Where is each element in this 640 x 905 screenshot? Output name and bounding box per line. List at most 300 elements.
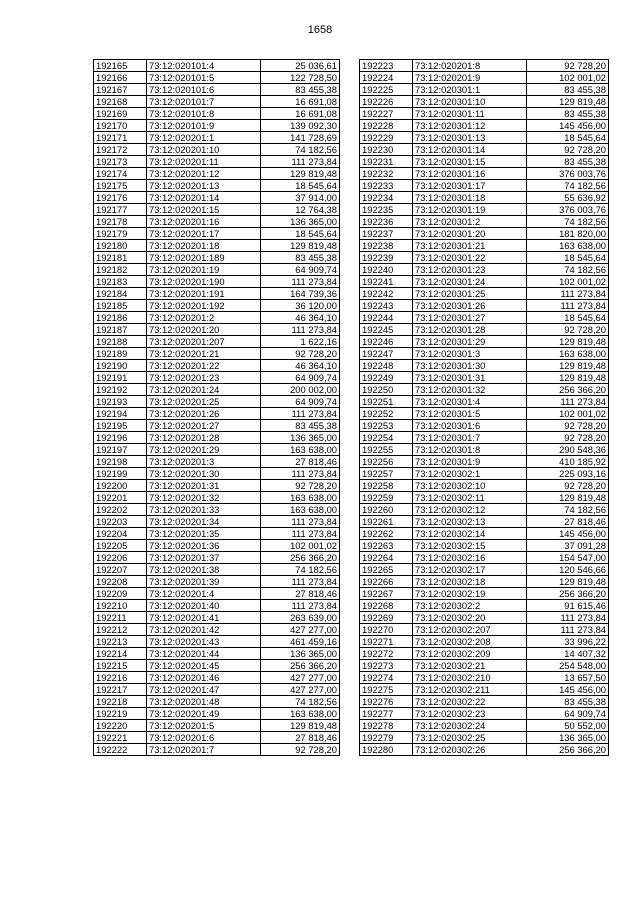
table-row — [360, 528, 609, 540]
value-cell: 256 366,20 — [261, 552, 340, 564]
cadastral-number-cell: 73:12:020201:43 — [147, 636, 261, 648]
record-id-cell: 192258 — [360, 480, 413, 492]
value-cell: 290 548,36 — [527, 444, 609, 456]
table-row — [360, 228, 609, 240]
record-id-cell: 192269 — [360, 612, 413, 624]
record-id-cell: 192185 — [94, 300, 147, 312]
cadastral-number-cell: 73:12:020301:20 — [413, 228, 527, 240]
value-cell: 427 277,00 — [261, 684, 340, 696]
value-cell: 55 636,92 — [527, 192, 609, 204]
value-cell: 410 185,92 — [527, 456, 609, 468]
value-cell: 129 819,48 — [261, 720, 340, 732]
cadastral-number-cell: 73:12:020301:23 — [413, 264, 527, 276]
record-id-cell: 192272 — [360, 648, 413, 660]
cadastral-number-cell: 73:12:020201:26 — [147, 408, 261, 420]
cadastral-number-cell: 73:12:020301:16 — [413, 168, 527, 180]
value-cell: 136 365,00 — [261, 216, 340, 228]
record-id-cell: 192274 — [360, 672, 413, 684]
table-row — [94, 468, 340, 480]
record-id-cell: 192252 — [360, 408, 413, 420]
value-cell: 111 273,84 — [527, 396, 609, 408]
table-row — [360, 312, 609, 324]
value-cell: 74 182,56 — [261, 144, 340, 156]
record-id-cell: 192174 — [94, 168, 147, 180]
cadastral-number-cell: 73:12:020302:10 — [413, 480, 527, 492]
record-id-cell: 192180 — [94, 240, 147, 252]
value-cell: 427 277,00 — [261, 672, 340, 684]
table-row — [94, 300, 340, 312]
table-row — [94, 732, 340, 744]
table-row — [360, 108, 609, 120]
table-row — [360, 276, 609, 288]
table-row — [360, 468, 609, 480]
record-id-cell: 192232 — [360, 168, 413, 180]
record-id-cell: 192277 — [360, 708, 413, 720]
cadastral-number-cell: 73:12:020301:10 — [413, 96, 527, 108]
value-cell: 263 639,00 — [261, 612, 340, 624]
record-id-cell: 192226 — [360, 96, 413, 108]
cadastral-number-cell: 73:12:020201:37 — [147, 552, 261, 564]
cadastral-number-cell: 73:12:020201:12 — [147, 168, 261, 180]
table-row — [94, 612, 340, 624]
table-row — [360, 264, 609, 276]
value-cell: 111 273,84 — [261, 276, 340, 288]
record-id-cell: 192223 — [360, 60, 413, 72]
record-id-cell: 192227 — [360, 108, 413, 120]
record-id-cell: 192211 — [94, 612, 147, 624]
record-id-cell: 192262 — [360, 528, 413, 540]
cadastral-number-cell: 73:12:020201:10 — [147, 144, 261, 156]
record-id-cell: 192264 — [360, 552, 413, 564]
value-cell: 13 657,50 — [527, 672, 609, 684]
record-id-cell: 192183 — [94, 276, 147, 288]
value-cell: 83 455,38 — [261, 84, 340, 96]
value-cell: 92 728,20 — [527, 324, 609, 336]
cadastral-number-cell: 73:12:020302:11 — [413, 492, 527, 504]
table-row — [360, 288, 609, 300]
cadastral-number-cell: 73:12:020301:8 — [413, 444, 527, 456]
cadastral-number-cell: 73:12:020301:18 — [413, 192, 527, 204]
cadastral-number-cell: 73:12:020302:12 — [413, 504, 527, 516]
record-id-cell: 192172 — [94, 144, 147, 156]
table-row — [94, 396, 340, 408]
value-cell: 74 182,56 — [527, 504, 609, 516]
value-cell: 102 001,02 — [527, 276, 609, 288]
cadastral-number-cell: 73:12:020201:33 — [147, 504, 261, 516]
value-cell: 111 273,84 — [261, 468, 340, 480]
record-id-cell: 192250 — [360, 384, 413, 396]
table-row — [360, 336, 609, 348]
record-id-cell: 192244 — [360, 312, 413, 324]
value-cell: 139 092,30 — [261, 120, 340, 132]
table-row — [360, 612, 609, 624]
value-cell: 136 365,00 — [261, 432, 340, 444]
record-id-cell: 192251 — [360, 396, 413, 408]
table-row — [360, 432, 609, 444]
table-row — [94, 420, 340, 432]
record-id-cell: 192243 — [360, 300, 413, 312]
cadastral-number-cell: 73:12:020201:14 — [147, 192, 261, 204]
record-id-cell: 192189 — [94, 348, 147, 360]
table-row — [360, 588, 609, 600]
cadastral-number-cell: 73:12:020201:30 — [147, 468, 261, 480]
cadastral-number-cell: 73:12:020301:19 — [413, 204, 527, 216]
record-id-cell: 192259 — [360, 492, 413, 504]
cadastral-number-cell: 73:12:020201:1 — [147, 132, 261, 144]
record-id-cell: 192182 — [94, 264, 147, 276]
table-row — [94, 72, 340, 84]
cadastral-number-cell: 73:12:020201:16 — [147, 216, 261, 228]
table-row — [94, 324, 340, 336]
table-row — [360, 180, 609, 192]
value-cell: 111 273,84 — [527, 624, 609, 636]
cadastral-number-cell: 73:12:020201:20 — [147, 324, 261, 336]
cadastral-number-cell: 73:12:020301:7 — [413, 432, 527, 444]
cadastral-number-cell: 73:12:020201:46 — [147, 672, 261, 684]
value-cell: 18 545,64 — [527, 312, 609, 324]
table-row — [94, 564, 340, 576]
value-cell: 163 638,00 — [261, 444, 340, 456]
right-registry-table — [359, 59, 609, 756]
value-cell: 154 547,00 — [527, 552, 609, 564]
table-row — [94, 588, 340, 600]
cadastral-number-cell: 73:12:020201:189 — [147, 252, 261, 264]
record-id-cell: 192198 — [94, 456, 147, 468]
table-row — [94, 384, 340, 396]
value-cell: 83 455,38 — [527, 696, 609, 708]
value-cell: 129 819,48 — [527, 336, 609, 348]
cadastral-number-cell: 73:12:020201:192 — [147, 300, 261, 312]
record-id-cell: 192186 — [94, 312, 147, 324]
record-id-cell: 192247 — [360, 348, 413, 360]
record-id-cell: 192190 — [94, 360, 147, 372]
table-row — [360, 564, 609, 576]
cadastral-number-cell: 73:12:020302:15 — [413, 540, 527, 552]
cadastral-number-cell: 73:12:020201:45 — [147, 660, 261, 672]
cadastral-number-cell: 73:12:020201:4 — [147, 588, 261, 600]
cadastral-number-cell: 73:12:020301:31 — [413, 372, 527, 384]
value-cell: 91 615,46 — [527, 600, 609, 612]
record-id-cell: 192276 — [360, 696, 413, 708]
table-row — [360, 732, 609, 744]
cadastral-number-cell: 73:12:020302:19 — [413, 588, 527, 600]
value-cell: 92 728,20 — [527, 432, 609, 444]
record-id-cell: 192199 — [94, 468, 147, 480]
table-row — [94, 96, 340, 108]
cadastral-number-cell: 73:12:020201:36 — [147, 540, 261, 552]
cadastral-number-cell: 73:12:020302:23 — [413, 708, 527, 720]
cadastral-number-cell: 73:12:020201:22 — [147, 360, 261, 372]
table-row — [360, 408, 609, 420]
cadastral-number-cell: 73:12:020201:44 — [147, 648, 261, 660]
value-cell: 111 273,84 — [261, 576, 340, 588]
cadastral-number-cell: 73:12:020201:191 — [147, 288, 261, 300]
value-cell: 92 728,20 — [527, 480, 609, 492]
cadastral-number-cell: 73:12:020201:31 — [147, 480, 261, 492]
table-row — [360, 192, 609, 204]
record-id-cell: 192171 — [94, 132, 147, 144]
record-id-cell: 192165 — [94, 60, 147, 72]
cadastral-number-cell: 73:12:020302:24 — [413, 720, 527, 732]
record-id-cell: 192178 — [94, 216, 147, 228]
value-cell: 102 001,02 — [527, 408, 609, 420]
value-cell: 111 273,84 — [261, 408, 340, 420]
table-row — [94, 600, 340, 612]
table-row — [94, 516, 340, 528]
value-cell: 376 003,76 — [527, 204, 609, 216]
record-id-cell: 192235 — [360, 204, 413, 216]
value-cell: 200 002,00 — [261, 384, 340, 396]
record-id-cell: 192267 — [360, 588, 413, 600]
table-row — [94, 312, 340, 324]
value-cell: 102 001,02 — [527, 72, 609, 84]
value-cell: 27 818,46 — [261, 456, 340, 468]
cadastral-number-cell: 73:12:020302:20 — [413, 612, 527, 624]
value-cell: 92 728,20 — [527, 420, 609, 432]
cadastral-number-cell: 73:12:020201:23 — [147, 372, 261, 384]
record-id-cell: 192206 — [94, 552, 147, 564]
table-row — [94, 120, 340, 132]
record-id-cell: 192239 — [360, 252, 413, 264]
value-cell: 129 819,48 — [527, 576, 609, 588]
cadastral-number-cell: 73:12:020201:29 — [147, 444, 261, 456]
table-row — [360, 60, 609, 72]
value-cell: 461 459,16 — [261, 636, 340, 648]
table-row — [360, 504, 609, 516]
table-row — [360, 480, 609, 492]
cadastral-number-cell: 73:12:020301:15 — [413, 156, 527, 168]
cadastral-number-cell: 73:12:020302:14 — [413, 528, 527, 540]
cadastral-number-cell: 73:12:020301:24 — [413, 276, 527, 288]
table-row — [360, 660, 609, 672]
record-id-cell: 192176 — [94, 192, 147, 204]
table-row — [94, 636, 340, 648]
cadastral-number-cell: 73:12:020302:208 — [413, 636, 527, 648]
value-cell: 163 638,00 — [261, 504, 340, 516]
value-cell: 145 456,00 — [527, 120, 609, 132]
value-cell: 16 691,08 — [261, 108, 340, 120]
cadastral-number-cell: 73:12:020201:19 — [147, 264, 261, 276]
table-row — [94, 540, 340, 552]
record-id-cell: 192214 — [94, 648, 147, 660]
table-row — [94, 348, 340, 360]
record-id-cell: 192240 — [360, 264, 413, 276]
value-cell: 136 365,00 — [527, 732, 609, 744]
table-row — [94, 252, 340, 264]
table-row — [360, 624, 609, 636]
table-row — [94, 672, 340, 684]
value-cell: 14 407,32 — [527, 648, 609, 660]
table-row — [94, 624, 340, 636]
record-id-cell: 192204 — [94, 528, 147, 540]
value-cell: 111 273,84 — [527, 612, 609, 624]
table-row — [360, 648, 609, 660]
cadastral-number-cell: 73:12:020302:18 — [413, 576, 527, 588]
value-cell: 225 093,16 — [527, 468, 609, 480]
value-cell: 256 366,20 — [527, 744, 609, 756]
value-cell: 111 273,84 — [527, 300, 609, 312]
table-row — [94, 156, 340, 168]
value-cell: 92 728,20 — [261, 348, 340, 360]
record-id-cell: 192273 — [360, 660, 413, 672]
cadastral-number-cell: 73:12:020201:7 — [147, 744, 261, 756]
record-id-cell: 192280 — [360, 744, 413, 756]
table-row — [360, 696, 609, 708]
table-row — [94, 168, 340, 180]
table-row — [360, 96, 609, 108]
record-id-cell: 192255 — [360, 444, 413, 456]
value-cell: 83 455,38 — [527, 108, 609, 120]
value-cell: 163 638,00 — [527, 240, 609, 252]
value-cell: 36 120,00 — [261, 300, 340, 312]
table-row — [94, 684, 340, 696]
table-row — [94, 336, 340, 348]
right-table-body — [360, 60, 609, 756]
cadastral-number-cell: 73:12:020302:13 — [413, 516, 527, 528]
cadastral-number-cell: 73:12:020201:32 — [147, 492, 261, 504]
value-cell: 18 545,64 — [261, 180, 340, 192]
table-row — [94, 720, 340, 732]
record-id-cell: 192229 — [360, 132, 413, 144]
table-row — [94, 708, 340, 720]
record-id-cell: 192263 — [360, 540, 413, 552]
record-id-cell: 192257 — [360, 468, 413, 480]
cadastral-number-cell: 73:12:020301:28 — [413, 324, 527, 336]
value-cell: 83 455,38 — [527, 156, 609, 168]
cadastral-number-cell: 73:12:020201:48 — [147, 696, 261, 708]
value-cell: 16 691,08 — [261, 96, 340, 108]
record-id-cell: 192207 — [94, 564, 147, 576]
value-cell: 83 455,38 — [527, 84, 609, 96]
record-id-cell: 192179 — [94, 228, 147, 240]
record-id-cell: 192216 — [94, 672, 147, 684]
record-id-cell: 192215 — [94, 660, 147, 672]
table-row — [360, 720, 609, 732]
cadastral-number-cell: 73:12:020302:2 — [413, 600, 527, 612]
record-id-cell: 192169 — [94, 108, 147, 120]
table-row — [94, 228, 340, 240]
record-id-cell: 192275 — [360, 684, 413, 696]
cadastral-number-cell: 73:12:020302:1 — [413, 468, 527, 480]
table-row — [94, 216, 340, 228]
record-id-cell: 192253 — [360, 420, 413, 432]
cadastral-number-cell: 73:12:020201:18 — [147, 240, 261, 252]
value-cell: 129 819,48 — [527, 372, 609, 384]
value-cell: 64 909,74 — [527, 708, 609, 720]
table-row — [360, 72, 609, 84]
record-id-cell: 192224 — [360, 72, 413, 84]
value-cell: 111 273,84 — [261, 600, 340, 612]
value-cell: 254 548,00 — [527, 660, 609, 672]
value-cell: 74 182,56 — [527, 216, 609, 228]
record-id-cell: 192236 — [360, 216, 413, 228]
record-id-cell: 192271 — [360, 636, 413, 648]
record-id-cell: 192175 — [94, 180, 147, 192]
record-id-cell: 192173 — [94, 156, 147, 168]
record-id-cell: 192256 — [360, 456, 413, 468]
record-id-cell: 192237 — [360, 228, 413, 240]
cadastral-number-cell: 73:12:020201:38 — [147, 564, 261, 576]
cadastral-number-cell: 73:12:020201:27 — [147, 420, 261, 432]
table-row — [360, 360, 609, 372]
value-cell: 145 456,00 — [527, 684, 609, 696]
cadastral-number-cell: 73:12:020201:9 — [413, 72, 527, 84]
cadastral-number-cell: 73:12:020201:28 — [147, 432, 261, 444]
table-row — [360, 216, 609, 228]
value-cell: 376 003,76 — [527, 168, 609, 180]
record-id-cell: 192219 — [94, 708, 147, 720]
cadastral-number-cell: 73:12:020201:21 — [147, 348, 261, 360]
left-registry-table — [93, 59, 340, 756]
table-row — [360, 684, 609, 696]
cadastral-number-cell: 73:12:020201:190 — [147, 276, 261, 288]
value-cell: 74 182,56 — [527, 180, 609, 192]
table-row — [94, 84, 340, 96]
value-cell: 136 365,00 — [261, 648, 340, 660]
table-row — [360, 420, 609, 432]
record-id-cell: 192188 — [94, 336, 147, 348]
value-cell: 163 638,00 — [527, 348, 609, 360]
value-cell: 111 273,84 — [261, 516, 340, 528]
table-row — [94, 528, 340, 540]
page-number: 1658 — [307, 24, 333, 36]
value-cell: 111 273,84 — [261, 528, 340, 540]
value-cell: 64 909,74 — [261, 396, 340, 408]
record-id-cell: 192200 — [94, 480, 147, 492]
cadastral-number-cell: 73:12:020301:25 — [413, 288, 527, 300]
cadastral-number-cell: 73:12:020301:30 — [413, 360, 527, 372]
table-row — [94, 480, 340, 492]
value-cell: 74 182,56 — [261, 696, 340, 708]
table-row — [360, 204, 609, 216]
cadastral-number-cell: 73:12:020201:5 — [147, 720, 261, 732]
cadastral-number-cell: 73:12:020101:5 — [147, 72, 261, 84]
record-id-cell: 192203 — [94, 516, 147, 528]
cadastral-number-cell: 73:12:020101:9 — [147, 120, 261, 132]
record-id-cell: 192217 — [94, 684, 147, 696]
table-row — [360, 744, 609, 756]
value-cell: 27 818,46 — [527, 516, 609, 528]
cadastral-number-cell: 73:12:020302:211 — [413, 684, 527, 696]
value-cell: 46 364,10 — [261, 312, 340, 324]
table-row — [94, 492, 340, 504]
value-cell: 37 914,00 — [261, 192, 340, 204]
record-id-cell: 192168 — [94, 96, 147, 108]
record-id-cell: 192234 — [360, 192, 413, 204]
cadastral-number-cell: 73:12:020201:3 — [147, 456, 261, 468]
cadastral-number-cell: 73:12:020101:7 — [147, 96, 261, 108]
cadastral-number-cell: 73:12:020302:210 — [413, 672, 527, 684]
record-id-cell: 192231 — [360, 156, 413, 168]
record-id-cell: 192209 — [94, 588, 147, 600]
value-cell: 74 182,56 — [527, 264, 609, 276]
table-row — [94, 660, 340, 672]
table-row — [360, 252, 609, 264]
value-cell: 25 036,61 — [261, 60, 340, 72]
table-row — [360, 396, 609, 408]
table-row — [360, 348, 609, 360]
table-row — [94, 744, 340, 756]
value-cell: 50 552,00 — [527, 720, 609, 732]
record-id-cell: 192213 — [94, 636, 147, 648]
value-cell: 256 366,20 — [527, 588, 609, 600]
table-row — [94, 372, 340, 384]
record-id-cell: 192220 — [94, 720, 147, 732]
table-row — [360, 324, 609, 336]
value-cell: 111 273,84 — [261, 156, 340, 168]
cadastral-number-cell: 73:12:020302:25 — [413, 732, 527, 744]
cadastral-number-cell: 73:12:020301:13 — [413, 132, 527, 144]
